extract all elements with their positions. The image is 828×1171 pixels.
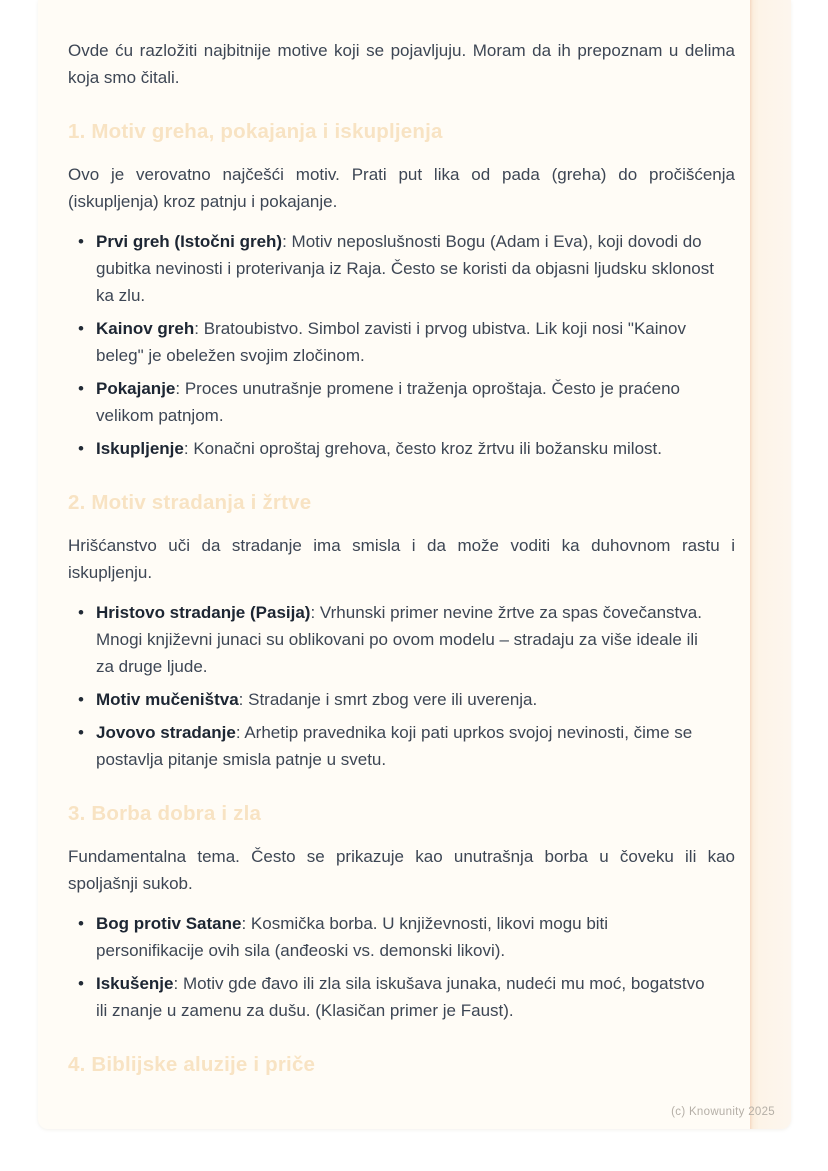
section-heading: 1. Motiv greha, pokajanja i iskupljenja [68,120,443,143]
section [68,117,735,462]
bullet-lead: Kainov greh [96,319,195,338]
list-item: • Bog protiv Satane: Kosmička borba. U književnosti, likovi mogu biti personifikacije ovih sila (anđeoski vs. demonski likovi). [68,910,716,964]
list-item: • Kainov greh: Bratoubistvo. Simbol zavisti i prvog ubistva. Lik koji nosi "Kainov beleg" je obeležen svojim zločinom. [68,315,716,369]
list-item: • Iskupljenje: Konačni oproštaj grehova, često kroz žrtvu ili božansku milost. [68,435,716,462]
bullet-lead: Hristovo stradanje (Pasija) [96,603,311,622]
document-card [38,0,791,1129]
bullet-lead: Iskušenje [96,974,174,993]
section-paragraph: Ovo je verovatno najčešći motiv. Prati put lika od pada (greha) do pročišćenja (iskupljenja) kroz patnju i pokajanje. [68,165,735,211]
bullet-lead: Prvi greh (Istočni greh) [96,232,283,251]
list-item: • Motiv mučeništva: Stradanje i smrt zbog vere ili uverenja. [68,686,716,713]
bullet-list [68,599,735,773]
section-heading: 4. Biblijske aluzije i priče [68,1053,316,1076]
list-item: • Iskušenje: Motiv gde đavo ili zla sila iskušava junaka, nudeći mu moć, bogatstvo ili znanje u zamenu za dušu. (Klasičan primer je Faust). [68,970,716,1024]
list-item: • Jovovo stradanje: Arhetip pravednika koji pati uprkos svojoj nevinosti, čime se postavlja pitanje smisla patnje u svetu. [68,719,716,773]
bullet-list [68,228,735,462]
content-area [38,0,791,1080]
section-paragraph: Fundamentalna tema. Često se prikazuje kao unutrašnja borba u čoveku ili kao spoljašnji sukob. [68,847,735,893]
section [68,488,735,773]
bullet-lead: Pokajanje [96,379,176,398]
bullet-lead: Motiv mučeništva [96,690,239,709]
bullet-lead: Jovovo stradanje [96,723,236,742]
intro-paragraph: Ovde ću razložiti najbitnije motive koji se pojavljuju. Moram da ih prepoznam u delima koja smo čitali. [68,41,735,87]
section [68,799,735,1024]
list-item: • Hristovo stradanje (Pasija): Vrhunski primer nevine žrtve za spas čovečanstva. Mnogi književni junaci su oblikovani po ovom modelu – stradaju za više ideale ili za druge ljude. [68,599,716,680]
section-paragraph: Hrišćanstvo uči da stradanje ima smisla i da može voditi ka duhovnom rastu i iskupljenju. [68,536,735,582]
section-heading: 3. Borba dobra i zla [68,802,262,825]
list-item: • Prvi greh (Istočni greh): Motiv neposlušnosti Bogu (Adam i Eva), koji dovodi do gubitka nevinosti i proterivanja iz Raja. Često se koristi da objasni ljudsku sklonost ka zlu. [68,228,716,309]
bullet-lead: Iskupljenje [96,439,184,458]
sections-container [68,117,735,1080]
section [68,1050,735,1080]
footer-copyright: (c) Knowunity 2025 [671,1106,775,1118]
section-heading: 2. Motiv stradanja i žrtve [68,491,312,514]
bullet-list [68,910,735,1024]
bullet-lead: Bog protiv Satane [96,914,242,933]
list-item: • Pokajanje: Proces unutrašnje promene i traženja oproštaja. Često je praćeno velikom patnjom. [68,375,716,429]
